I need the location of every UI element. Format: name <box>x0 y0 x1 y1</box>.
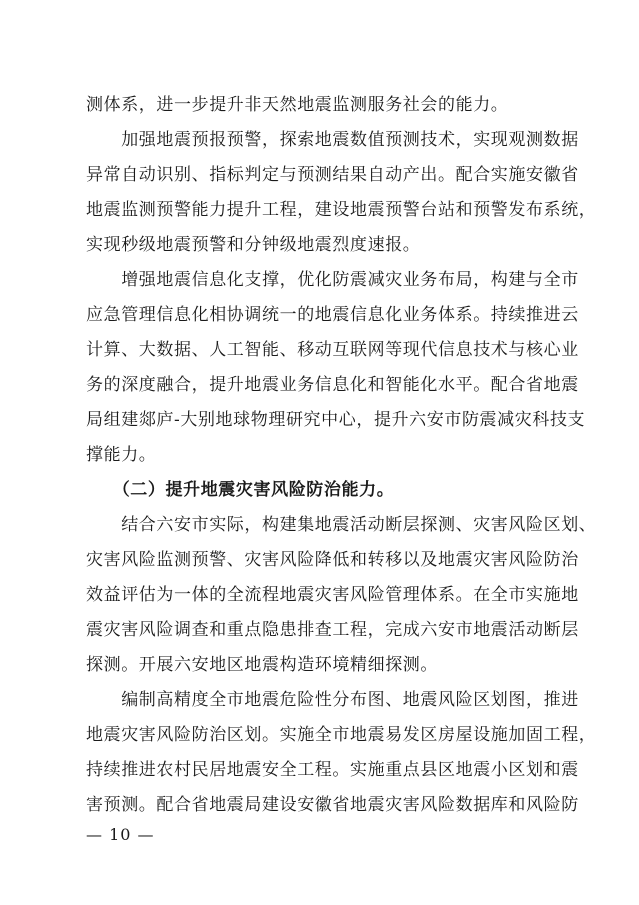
text-line: 异常自动识别、指标判定与预测结果自动产出。配合实施安徽省 <box>86 165 579 185</box>
page-number: — 10 — <box>86 825 155 844</box>
text-line: 撑能力。 <box>86 445 157 465</box>
text-line: 计算、大数据、人工智能、移动互联网等现代信息技术与核心业 <box>86 340 579 360</box>
text-line: 地震监测预警能力提升工程，建设地震预警台站和预警发布系统， <box>86 200 597 220</box>
text-line: 震灾害风险调查和重点隐患排查工程，完成六安市地震活动断层 <box>86 620 579 640</box>
text-line: 编制高精度全市地震危险性分布图、地震风险区划图，推进 <box>86 690 579 710</box>
text-line: 加强地震预报预警，探索地震数值预测技术，实现观测数据 <box>86 130 579 150</box>
text-line: 持续推进农村民居地震安全工程。实施重点县区地震小区划和震 <box>86 760 579 780</box>
text-line: 测体系，进一步提升非天然地震监测服务社会的能力。 <box>86 95 509 115</box>
text-line: 效益评估为一体的全流程地震灾害风险管理体系。在全市实施地 <box>86 585 579 605</box>
text-line: 实现秒级地震预警和分钟级地震烈度速报。 <box>86 235 421 255</box>
text-line: 害预测。配合省地震局建设安徽省地震灾害风险数据库和风险防 <box>86 795 579 815</box>
text-line: 增强地震信息化支撑，优化防震减灾业务布局，构建与全市 <box>86 270 579 290</box>
text-line: 应急管理信息化相协调统一的地震信息化业务体系。持续推进云 <box>86 305 579 325</box>
text-line: 地震灾害风险防治区划。实施全市地震易发区房屋设施加固工程， <box>86 725 597 745</box>
text-line: 结合六安市实际，构建集地震活动断层探测、灾害风险区划、 <box>86 515 597 535</box>
text-line: 局组建郯庐-大别地球物理研究中心，提升六安市防震减灾科技支 <box>86 410 586 430</box>
text-line: 探测。开展六安地区地震构造环境精细探测。 <box>86 655 438 675</box>
text-line: 灾害风险监测预警、灾害风险降低和转移以及地震灾害风险防治 <box>86 550 579 570</box>
text-line: 务的深度融合，提升地震业务信息化和智能化水平。配合省地震 <box>86 375 579 395</box>
section-heading: （二）提升地震灾害风险防治能力。 <box>86 480 395 500</box>
